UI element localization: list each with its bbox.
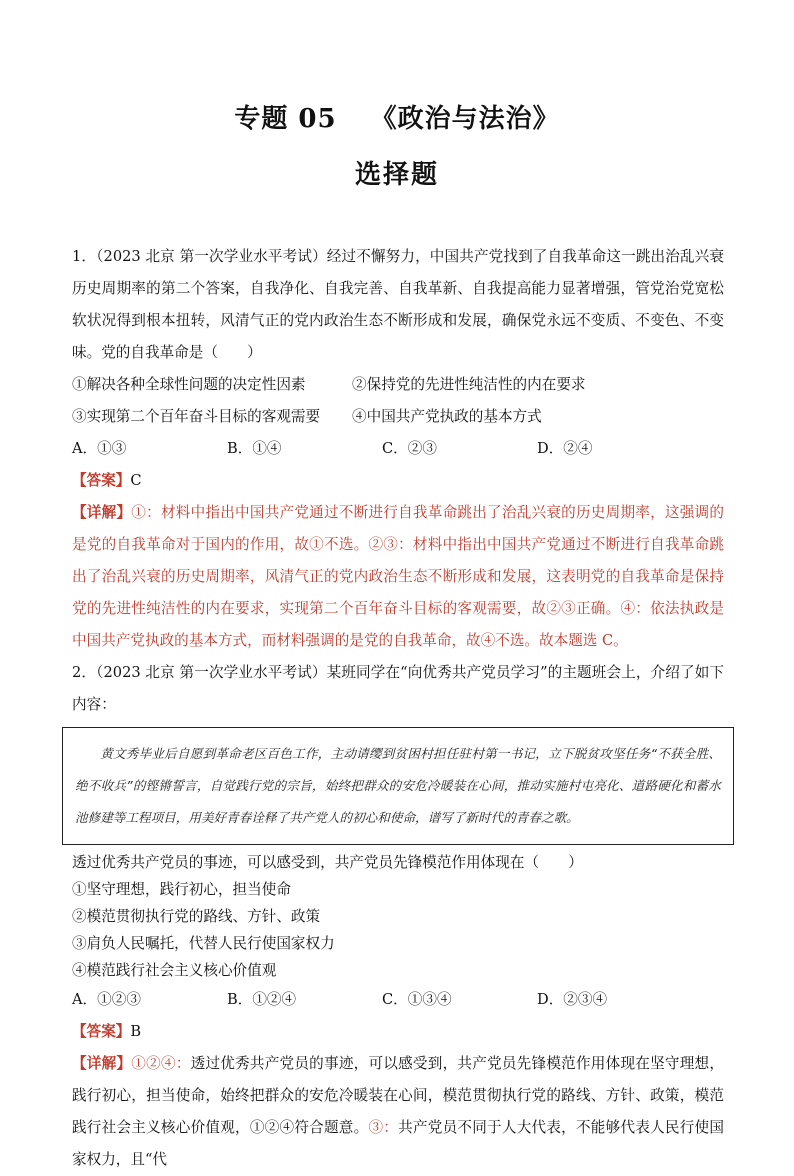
question-2-option: ③肩负人民嘱托，代替人民行使国家权力 bbox=[72, 935, 335, 952]
question-2-option: ④模范践行社会主义核心价值观 bbox=[72, 962, 277, 979]
question-2-choice-c[interactable]: C．①③④ bbox=[382, 991, 452, 1008]
title-topic-name: 《政治与法治》 bbox=[370, 104, 560, 134]
question-1-choice-c[interactable]: C．②③ bbox=[382, 440, 437, 457]
question-2-option: ②模范贯彻执行党的路线、方针、政策 bbox=[72, 908, 321, 925]
question-1-option: ②保持党的先进性纯洁性的内在要求 bbox=[352, 376, 586, 393]
question-2-explanation bbox=[72, 1048, 724, 1176]
question-2-stem: 2．（2023 北京 第一次学业水平考试）某班同学在“向优秀共产党员学习”的主题班会上，介绍了如下内容： bbox=[72, 664, 724, 713]
question-2-option: ①坚守理想，践行初心，担当使命 bbox=[72, 881, 291, 898]
question-1-answer bbox=[72, 465, 724, 497]
question-2-choices bbox=[72, 984, 724, 1016]
title-topic-number: 专题 05 bbox=[234, 104, 337, 134]
explanation-tag: 【详解】 bbox=[72, 1055, 132, 1072]
explanation-text: 共产党员不同于人大代表，不能够代表人民行使国家权力，且“代 bbox=[72, 1119, 724, 1168]
question-list bbox=[72, 241, 724, 1176]
explanation-keys: ③： bbox=[368, 1119, 399, 1136]
question-1-choice-d[interactable]: D．②④ bbox=[537, 440, 593, 457]
question-1-choice-b[interactable]: B．①④ bbox=[227, 440, 282, 457]
question-2-choice-b[interactable]: B．①②④ bbox=[227, 991, 297, 1008]
page-subtitle: 选择题 bbox=[354, 160, 439, 190]
answer-value: C bbox=[130, 472, 142, 489]
question-1-option: ①解决各种全球性问题的决定性因素 bbox=[72, 376, 306, 393]
question-2-choice-a[interactable]: A．①②③ bbox=[72, 991, 141, 1008]
question-1-choices bbox=[72, 433, 724, 465]
question-1-options-row-1 bbox=[72, 369, 724, 401]
question-2-question: 透过优秀共产党员的事迹，可以感受到，共产党员先锋模范作用体现在（ ） bbox=[72, 854, 583, 871]
answer-tag: 【答案】 bbox=[72, 472, 131, 489]
question-1-options-row-2 bbox=[72, 401, 724, 433]
question-2-answer bbox=[72, 1016, 724, 1048]
answer-tag: 【答案】 bbox=[72, 1023, 131, 1040]
explanation-text: 透过优秀共产党员的事迹，可以感受到，共产党员先锋模范作用体现在坚守理想，践行初心，担当使命，始终把群众的安危冷暖装在心间，模范贯彻执行党的路线、方针、政策，模范践行社会主义核心价值观，①②④符合题意。 bbox=[72, 1055, 724, 1136]
question-2-material-text: 黄文秀毕业后自愿到革命老区百色工作，主动请缨到贫困村担任驻村第一书记，立下脱贫攻坚任务“不获全胜、绝不收兵”的铿锵誓言，自觉践行党的宗旨，始终把群众的安危冷暖装在心间，推动实施村屯亮化、道路硬化和蓄水池修建等工程项目，用美好青春诠释了共产党人的初心和使命，谱写了新时代的青春之歌。 bbox=[75, 746, 721, 825]
page-title bbox=[0, 98, 794, 135]
question-1-option: ③实现第二个百年奋斗目标的客观需要 bbox=[72, 408, 321, 425]
question-2-material-box bbox=[62, 727, 734, 845]
explanation-text: ①：材料中指出中国共产党通过不断进行自我革命跳出了治乱兴衰的历史周期率，这强调的是党的自我革命对于国内的作用，故①不选。②③：材料中指出中国共产党通过不断进行自我革命跳出了治乱兴衰的历史周期率，风清气正的党内政治生态不断形成和发展，这表明党的自我革命是保持党的先进性纯洁性的内在要求，实现第二个百年奋斗目标的客观需要，故②③正确。④：依法执政是中国共产党执政的基本方式，而材料强调的是党的自我革命，故④不选。故本题选 C。 bbox=[72, 504, 724, 649]
explanation-keys: ①②④： bbox=[131, 1055, 191, 1072]
answer-value: B bbox=[130, 1023, 142, 1040]
question-1-choice-a[interactable]: A．①③ bbox=[72, 440, 127, 457]
question-1-stem: 1．（2023 北京 第一次学业水平考试）经过不懈努力，中国共产党找到了自我革命这一跳出治乱兴衰历史周期率的第二个答案，自我净化、自我完善、自我革新、自我提高能力显著增强，管党治党宽松软状况得到根本扭转，风清气正的党内政治生态不断形成和发展，确保党永远不变质、不变色、不变味。党的自我革命是（ ） bbox=[72, 248, 724, 361]
explanation-tag: 【详解】 bbox=[72, 504, 132, 521]
question-1-explanation bbox=[72, 497, 724, 657]
question-1-option: ④中国共产党执政的基本方式 bbox=[352, 408, 542, 425]
question-2-choice-d[interactable]: D．②③④ bbox=[537, 991, 608, 1008]
